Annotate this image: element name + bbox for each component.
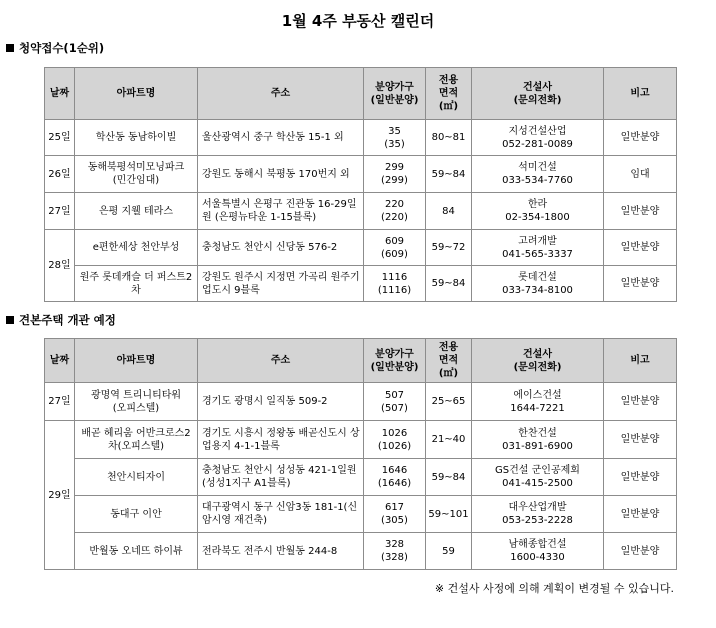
row-note: 일반분양 (604, 266, 677, 302)
row-area: 59~101 (426, 496, 472, 533)
row-name: 동대구 이안 (75, 496, 198, 533)
header-note: 비고 (604, 68, 677, 120)
row-builder: 롯데건설 033-734-8100 (472, 266, 604, 302)
row-name: 은평 지웰 테라스 (75, 193, 198, 230)
header-area: 전용 면적 (㎡) (426, 339, 472, 383)
section-label: 견본주택 개관 예정 (19, 313, 116, 327)
header-address: 주소 (198, 68, 364, 120)
row-note: 일반분양 (604, 421, 677, 459)
row-address: 울산광역시 중구 학산동 15-1 외 (198, 120, 364, 156)
row-name: 동해북평석미모닝파크 (민간임대) (75, 156, 198, 193)
header-date: 날짜 (45, 68, 75, 120)
header-apartment-name: 아파트명 (75, 68, 198, 120)
row-builder: GS건설 군인공제회 041-415-2500 (472, 459, 604, 496)
row-note: 일반분양 (604, 193, 677, 230)
row-date: 25일 (45, 120, 75, 156)
row-builder: 남해종합건설 1600-4330 (472, 533, 604, 570)
row-note: 일반분양 (604, 533, 677, 570)
row-units: 328 (328) (364, 533, 426, 570)
header-builder: 건설사 (문의전화) (472, 68, 604, 120)
footer-note: ※ 건설사 사정에 의해 계획이 변경될 수 있습니다. (434, 582, 674, 595)
row-address: 강원도 동해시 북평동 170번지 외 (198, 156, 364, 193)
row-name: 광명역 트리니티타워 (오피스텔) (75, 383, 198, 421)
header-builder: 건설사 (문의전화) (472, 339, 604, 383)
square-bullet-icon (6, 316, 14, 324)
row-units: 507 (507) (364, 383, 426, 421)
row-address: 강원도 원주시 지정면 가곡리 원주기업도시 9블록 (198, 266, 364, 302)
section-heading-subscription (6, 40, 104, 56)
row-date: 27일 (45, 193, 75, 230)
header-date: 날짜 (45, 339, 75, 383)
row-units: 1646 (1646) (364, 459, 426, 496)
square-bullet-icon (6, 44, 14, 52)
row-builder: 지성건설산업 052-281-0089 (472, 120, 604, 156)
row-builder: 석미건설 033-534-7760 (472, 156, 604, 193)
header-note: 비고 (604, 339, 677, 383)
row-builder: 한라 02-354-1800 (472, 193, 604, 230)
header-area: 전용 면적 (㎡) (426, 68, 472, 120)
table-row (45, 533, 677, 570)
row-address: 경기도 시흥시 정왕동 배곧신도시 상업용지 4-1-1블록 (198, 421, 364, 459)
row-address: 충청남도 천안시 신당동 576-2 (198, 230, 364, 266)
header-address: 주소 (198, 339, 364, 383)
row-note: 일반분양 (604, 383, 677, 421)
row-name: 천안시티자이 (75, 459, 198, 496)
row-address: 전라북도 전주시 반월동 244-8 (198, 533, 364, 570)
row-units: 1116 (1116) (364, 266, 426, 302)
row-address: 서울특별시 은평구 진관동 16-29일원 (은평뉴타운 1-15블록) (198, 193, 364, 230)
table-row (45, 266, 677, 302)
row-area: 59~84 (426, 459, 472, 496)
row-area: 59~72 (426, 230, 472, 266)
table-row (45, 230, 677, 266)
row-name: 원주 롯데캐슬 더 퍼스트2차 (75, 266, 198, 302)
row-area: 25~65 (426, 383, 472, 421)
row-units: 299 (299) (364, 156, 426, 193)
row-builder: 대우산업개발 053-253-2228 (472, 496, 604, 533)
row-units: 617 (305) (364, 496, 426, 533)
model-house-table (44, 338, 677, 570)
header-units: 분양가구 (일반분양) (364, 339, 426, 383)
subscription-table (44, 67, 677, 302)
row-address: 충청남도 천안시 성성동 421-1일원 (성성1지구 A1블록) (198, 459, 364, 496)
row-area: 80~81 (426, 120, 472, 156)
row-name: 학산동 동남하이빌 (75, 120, 198, 156)
row-area: 59~84 (426, 266, 472, 302)
row-date: 27일 (45, 383, 75, 421)
row-note: 일반분양 (604, 459, 677, 496)
row-units: 35 (35) (364, 120, 426, 156)
row-area: 59~84 (426, 156, 472, 193)
table-row (45, 421, 677, 459)
row-note: 일반분양 (604, 230, 677, 266)
table-row (45, 383, 677, 421)
table-row (45, 459, 677, 496)
row-note: 일반분양 (604, 120, 677, 156)
row-note: 일반분양 (604, 496, 677, 533)
row-address: 대구광역시 동구 신암3동 181-1(신암시영 재건축) (198, 496, 364, 533)
row-date: 29일 (45, 421, 75, 570)
row-builder: 고려개발 041-565-3337 (472, 230, 604, 266)
row-name: 배곧 헤리움 어반크로스2차(오피스텔) (75, 421, 198, 459)
table-row (45, 156, 677, 193)
table-row (45, 496, 677, 533)
header-apartment-name: 아파트명 (75, 339, 198, 383)
row-name: e편한세상 천안부성 (75, 230, 198, 266)
row-area: 21~40 (426, 421, 472, 459)
header-units: 분양가구 (일반분양) (364, 68, 426, 120)
row-address: 경기도 광명시 일직동 509-2 (198, 383, 364, 421)
row-builder: 에이스건설 1644-7221 (472, 383, 604, 421)
row-date: 28일 (45, 230, 75, 302)
table-row (45, 120, 677, 156)
row-date: 26일 (45, 156, 75, 193)
section-label: 청약접수(1순위) (19, 41, 105, 55)
row-builder: 한찬건설 031-891-6900 (472, 421, 604, 459)
row-units: 609 (609) (364, 230, 426, 266)
section-heading-model-house (6, 312, 116, 328)
row-area: 59 (426, 533, 472, 570)
table-row (45, 193, 677, 230)
row-note: 임대 (604, 156, 677, 193)
row-name: 반월동 오네뜨 하이뷰 (75, 533, 198, 570)
row-area: 84 (426, 193, 472, 230)
page-title: 1월 4주 부동산 캘린더 (281, 12, 435, 30)
row-units: 220 (220) (364, 193, 426, 230)
row-units: 1026 (1026) (364, 421, 426, 459)
